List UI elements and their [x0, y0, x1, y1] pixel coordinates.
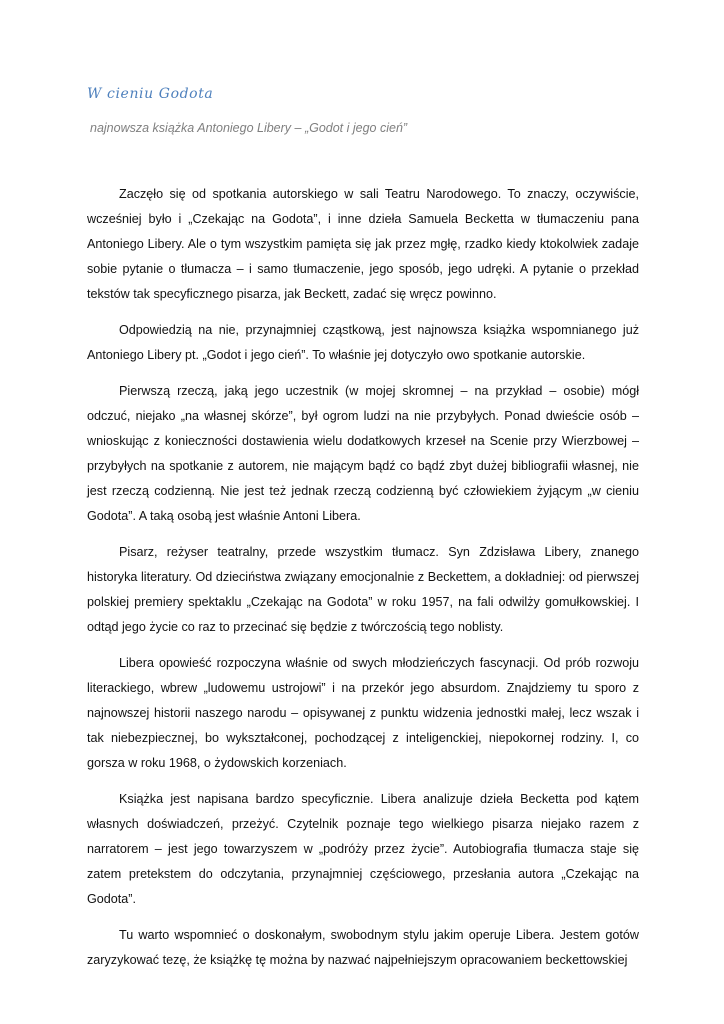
document-subtitle: najnowsza książka Antoniego Libery – „Godot i jego cień” — [90, 121, 408, 135]
paragraph: Odpowiedzią na nie, przynajmniej cząstkową, jest najnowsza książka wspomnianego już Antoniego Libery pt. „Godot i jego cień”. To właśnie jej dotyczyło owo spotkanie autorskie. — [87, 323, 639, 362]
article-body — [87, 182, 639, 984]
document-title: W cieniu Godota — [87, 86, 214, 102]
paragraph: Zaczęło się od spotkania autorskiego w sali Teatru Narodowego. To znaczy, oczywiście, wcześniej było i „Czekając na Godota”, i inne dzieła Samuela Becketta w tłumaczeniu pana Antoniego Libery. Ale o tym wszystkim pamięta się jak przez mgłę, rzadko kiedy ktokolwiek zadaje sobie pytanie o tłumacza – i samo tłumaczenie, jego sposób, jego udręki. A pytanie o przekład tekstów tak specyficznego pisarza, jak Beckett, zadać się wręcz powinno. — [87, 187, 639, 301]
paragraph: Pierwszą rzeczą, jaką jego uczestnik (w mojej skromnej – na przykład – osobie) mógł odczuć, niejako „na własnej skórze”, był ogrom ludzi na nie przybyłych. Ponad dwieście osób – wnioskując z konieczności dostawienia wielu dodatkowych krzeseł na Scenie przy Wierzbowej – przybyłych na spotkanie z autorem, nie mającym bądź co bądź zbyt dużej bibliografii własnej, nie jest rzeczą codzienną. Nie jest też jednak rzeczą codzienną być człowiekiem żyjącym „w cieniu Godota”. A taką osobą jest właśnie Antoni Libera. — [87, 384, 639, 523]
paragraph: Tu warto wspomnieć o doskonałym, swobodnym stylu jakim operuje Libera. Jestem gotów zaryzykować tezę, że książkę tę można by nazwać najpełniejszym opracowaniem beckettowskiej — [87, 928, 639, 967]
paragraph: Libera opowieść rozpoczyna właśnie od swych młodzieńczych fascynacji. Od prób rozwoju literackiego, wbrew „ludowemu ustrojowi” i na przekór jego absurdom. Znajdziemy tu sporo z najnowszej historii naszego narodu – opisywanej z punktu widzenia jednostki małej, lecz wszak i tak niebezpiecznej, bo wykształconej, pochodzącej z inteligenckiej, niepokornej rodziny. I, co gorsza w roku 1968, o żydowskich korzeniach. — [87, 656, 639, 770]
paragraph: Pisarz, reżyser teatralny, przede wszystkim tłumacz. Syn Zdzisława Libery, znanego historyka literatury. Od dzieciństwa związany emocjonalnie z Beckettem, a dokładniej: od pierwszej polskiej premiery spektaklu „Czekając na Godota” w roku 1957, na fali odwilży gomułkowskiej. I odtąd jego życie co raz to przecinać się będzie z twórczością tego noblisty. — [87, 545, 639, 634]
paragraph: Książka jest napisana bardzo specyficznie. Libera analizuje dzieła Becketta pod kątem własnych doświadczeń, przeżyć. Czytelnik poznaje tego wielkiego pisarza niejako razem z narratorem – jest jego towarzyszem w „podróży przez życie”. Autobiografia tłumacza staje się zatem pretekstem do odczytania, przynajmniej częściowego, przesłania autora „Czekając na Godota”. — [87, 792, 639, 906]
